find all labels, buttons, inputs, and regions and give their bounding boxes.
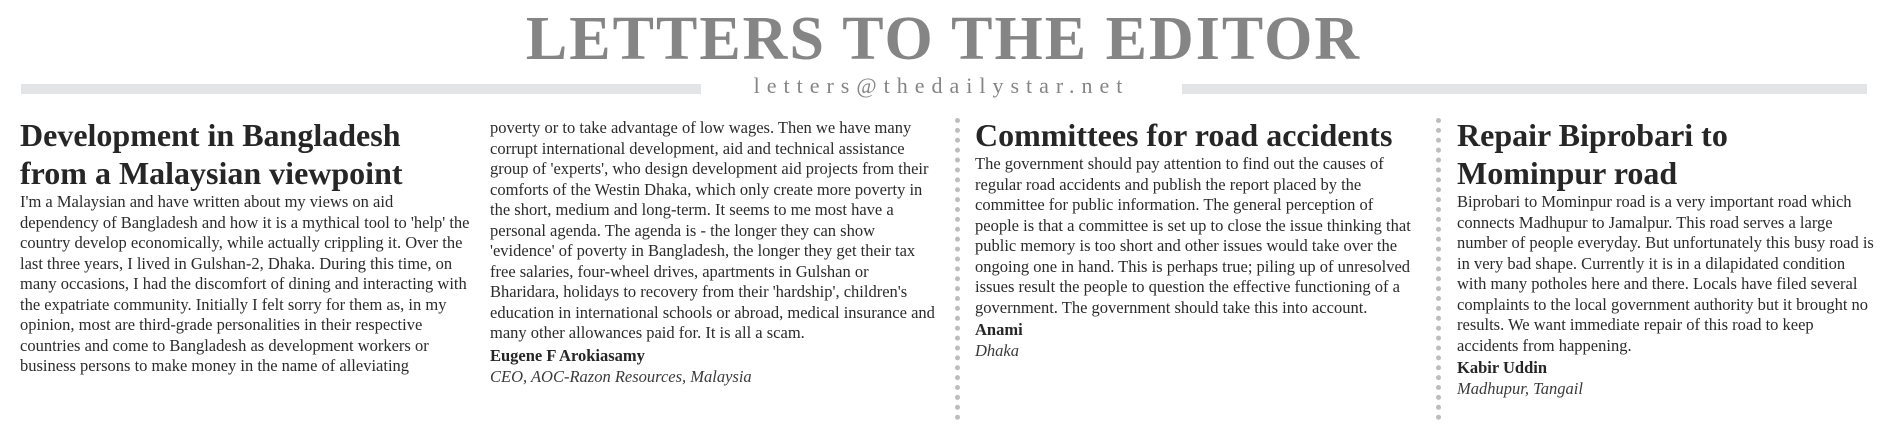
letter-1-author: Eugene F Arokiasamy [490, 345, 645, 365]
letter-2-headline: Committees for road accidents [975, 117, 1393, 153]
letter-3-location: Madhupur, Tangail [1457, 379, 1583, 398]
editor-email: letters@thedailystar.net [753, 73, 1130, 98]
letter-3-headline: Repair Biprobari to Mominpur road [1457, 117, 1728, 191]
letter-3-author: Kabir Uddin [1457, 358, 1548, 377]
letter-1-headline: Development in Bangladesh from a Malaysian viewpoint [20, 117, 403, 191]
letter-3 [1457, 116, 1875, 399]
letter-2 [975, 116, 1420, 361]
letter-1-column-2 [490, 118, 940, 387]
header-rule-left [21, 84, 701, 94]
letter-1-column-1 [20, 116, 470, 377]
letter-3-body: Biprobari to Mominpur road is a very important road which connects Madhupur to Jamalpur. This road serves a large number of people everyday. But unfortunately this busy road is in very bad shape. Currently it is in a dilapidated condition with many potholes here and there. Locals have filed several complaints to the local government authority but it brought no results. We want immediate repair of this road to keep accidents from happening. [1457, 192, 1874, 355]
page-title: LETTERS TO THE EDITOR [525, 5, 1362, 73]
header-rule-right [1182, 84, 1867, 94]
column-divider [1436, 118, 1441, 420]
letter-1-body-part-1: I'm a Malaysian and have written about my views on aid dependency of Bangladesh and how it is a mythical tool to 'help' the country develop economically, while actually crippling it. Over the last three years, I lived in Gulshan-2, Dhaka. During this time, on many occasions, I had the discomfort of dining and interacting with the expatriate community. Initially I felt sorry for them as, in my opinion, most are third-grade personalities in their respective countries and come to Bangladesh as development workers or business persons to make money in the name of alleviating [20, 192, 470, 375]
letter-1-body-part-2: poverty or to take advantage of low wages. Then we have many corrupt international development, aid and technical assistance group of 'experts', who design development aid projects from their comforts of the Westin Dhaka, which only create more poverty in the short, medium and long-term. It seems to me most have a personal agenda. The agenda is - the longer they can show 'evidence' of poverty in Bangladesh, the longer they get their tax free salaries, four-wheel drives, apartments in Gulshan or Bharidara, holidays to recovery from their 'hardship', children's education in international schools or abroad, medical insurance and many other allowances paid for. It is all a scam. [490, 118, 935, 342]
letter-1-location: CEO, AOC-Razon Resources, Malaysia [490, 366, 752, 386]
letter-2-location: Dhaka [975, 341, 1019, 360]
letter-2-body: The government should pay attention to find out the causes of regular road accidents and publish the report placed by the committee for public information. The general perception of people is that a committee is set up to close the issue thinking that public memory is too short and other issues would take over the ongoing one in hand. This is perhaps true; piling up of unresolved issues result the people to question the effective functioning of a government. The government should take this into account. [975, 154, 1411, 317]
column-divider [955, 118, 960, 420]
letter-2-author: Anami [975, 320, 1023, 339]
